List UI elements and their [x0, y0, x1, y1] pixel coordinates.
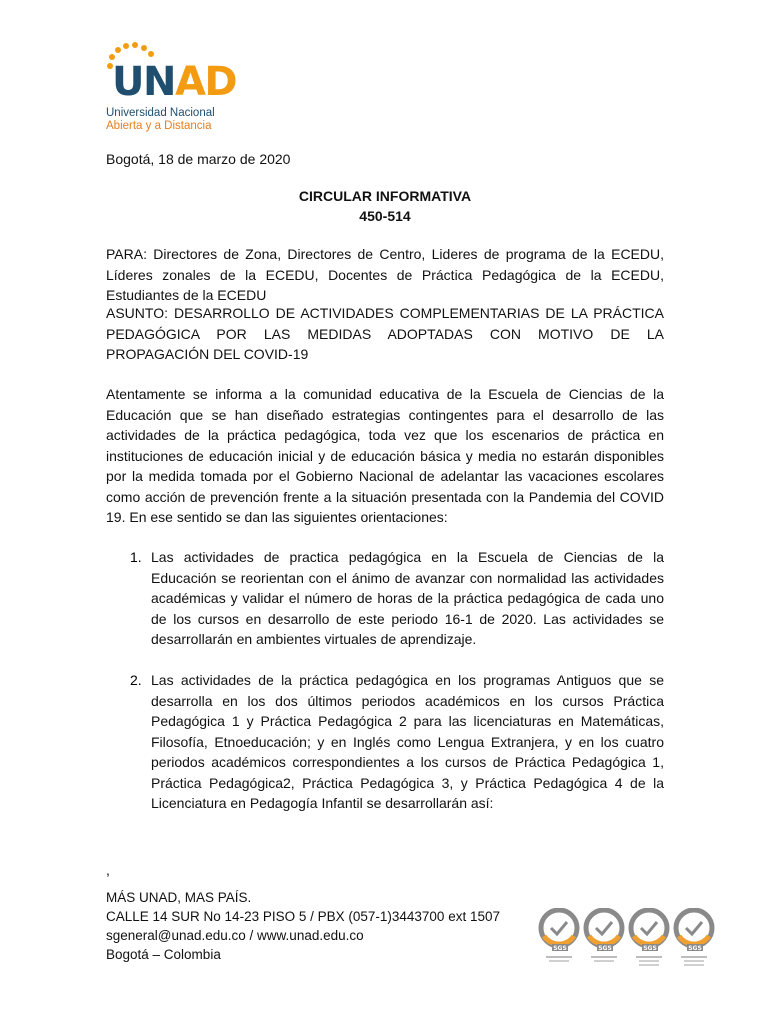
para-text: Directores de Zona, Directores de Centro, Lideres de programa de la ECEDU, Líderes zonales de la ECEDU, Docentes de Práctica Pedagógica de la ECEDU, Estudiantes de la ECEDU: [106, 246, 664, 303]
list-item-text: Las actividades de la práctica pedagógica en los programas Antiguos que se desarrolla en los dos últimos periodos académicos en los cursos Práctica Pedagógica 1 y Práctica Pedagógica 2 para las licenciaturas en Matemáticas, Filosofía, Etnoeducación; y en Inglés como Lengua Extranjera, y en los cuatro periodos académicos correspondientes a los cursos de Práctica Pedagógica 1, Práctica Pedagógica2, Práctica Pedagógica 3, y Práctica Pedagógica 4 de la Licenciatura en Pedagogía Infantil se desarrollarán así:: [151, 672, 664, 811]
list-item-number: 2.: [130, 672, 142, 688]
sgs-cert-seal-icon: [583, 908, 625, 968]
svg-text:SGS: SGS: [598, 945, 612, 952]
sgs-cert-seal-icon: [538, 908, 580, 968]
logo-wordmark: UNAD: [112, 59, 237, 105]
logo-university-name: Universidad Nacional: [106, 107, 215, 119]
footer-web: sgeneral@unad.edu.co / www.unad.edu.co: [106, 928, 364, 943]
certification-seals: [538, 908, 718, 970]
unad-logo: [102, 40, 242, 134]
footer-slogan: MÁS UNAD, MAS PAÍS.: [106, 890, 252, 905]
document-date: Bogotá, 18 de marzo de 2020: [106, 151, 291, 167]
footer-contact: [106, 888, 500, 964]
para-paragraph: [106, 244, 664, 306]
asunto-text: DESARROLLO DE ACTIVIDADES COMPLEMENTARIAS DE LA PRÁCTICA PEDAGÓGICA POR LAS MEDIDAS ADOPTADAS CON MOTIVO DE LA PROPAGACIÓN DEL COVID-19: [106, 305, 664, 362]
svg-text:SGS: SGS: [553, 945, 567, 952]
stray-comma: ,: [106, 862, 110, 878]
footer-address: CALLE 14 SUR No 14-23 PISO 5 / PBX (057-1)3443700 ext 1507: [106, 909, 500, 924]
list-item-number: 1.: [130, 549, 142, 565]
asunto-paragraph: [106, 303, 664, 365]
logo-university-tagline: Abierta y a Distancia: [106, 120, 212, 132]
circular-title: CIRCULAR INFORMATIVA: [298, 188, 472, 204]
asunto-label: ASUNTO:: [106, 305, 168, 321]
svg-text:SGS: SGS: [643, 945, 657, 952]
sgs-cert-seal-icon: [673, 908, 715, 968]
footer-city: Bogotá – Colombia: [106, 947, 221, 962]
intro-paragraph: Atentamente se informa a la comunidad educativa de la Escuela de Ciencias de la Educación que se han diseñado estrategias contingentes para el desarrollo de las actividades de la práctica pedagógica, toda vez que los escenarios de práctica en instituciones de educación inicial y de educación básica y media no estarán disponibles por la medida tomada por el Gobierno Nacional de adelantar las vacaciones escolares como acción de prevención frente a la situación presentada con la Pandemia del COVID 19. En ese sentido se dan las siguientes orientaciones:: [106, 386, 664, 525]
list-item-text: Las actividades de practica pedagógica en la Escuela de Ciencias de la Educación se reorientan con el ánimo de avanzar con normalidad las actividades académicas y validar el número de horas de la práctica pedagógica de cada uno de los cursos en desarrollo de este periodo 16-1 de 2020. Las actividades se desarrollarán en ambientes virtuales de aprendizaje.: [151, 549, 664, 647]
circular-number: 450-514: [359, 208, 411, 224]
para-label: PARA:: [106, 246, 147, 262]
sgs-cert-seal-icon: [628, 908, 670, 968]
svg-text:SGS: SGS: [688, 945, 702, 952]
